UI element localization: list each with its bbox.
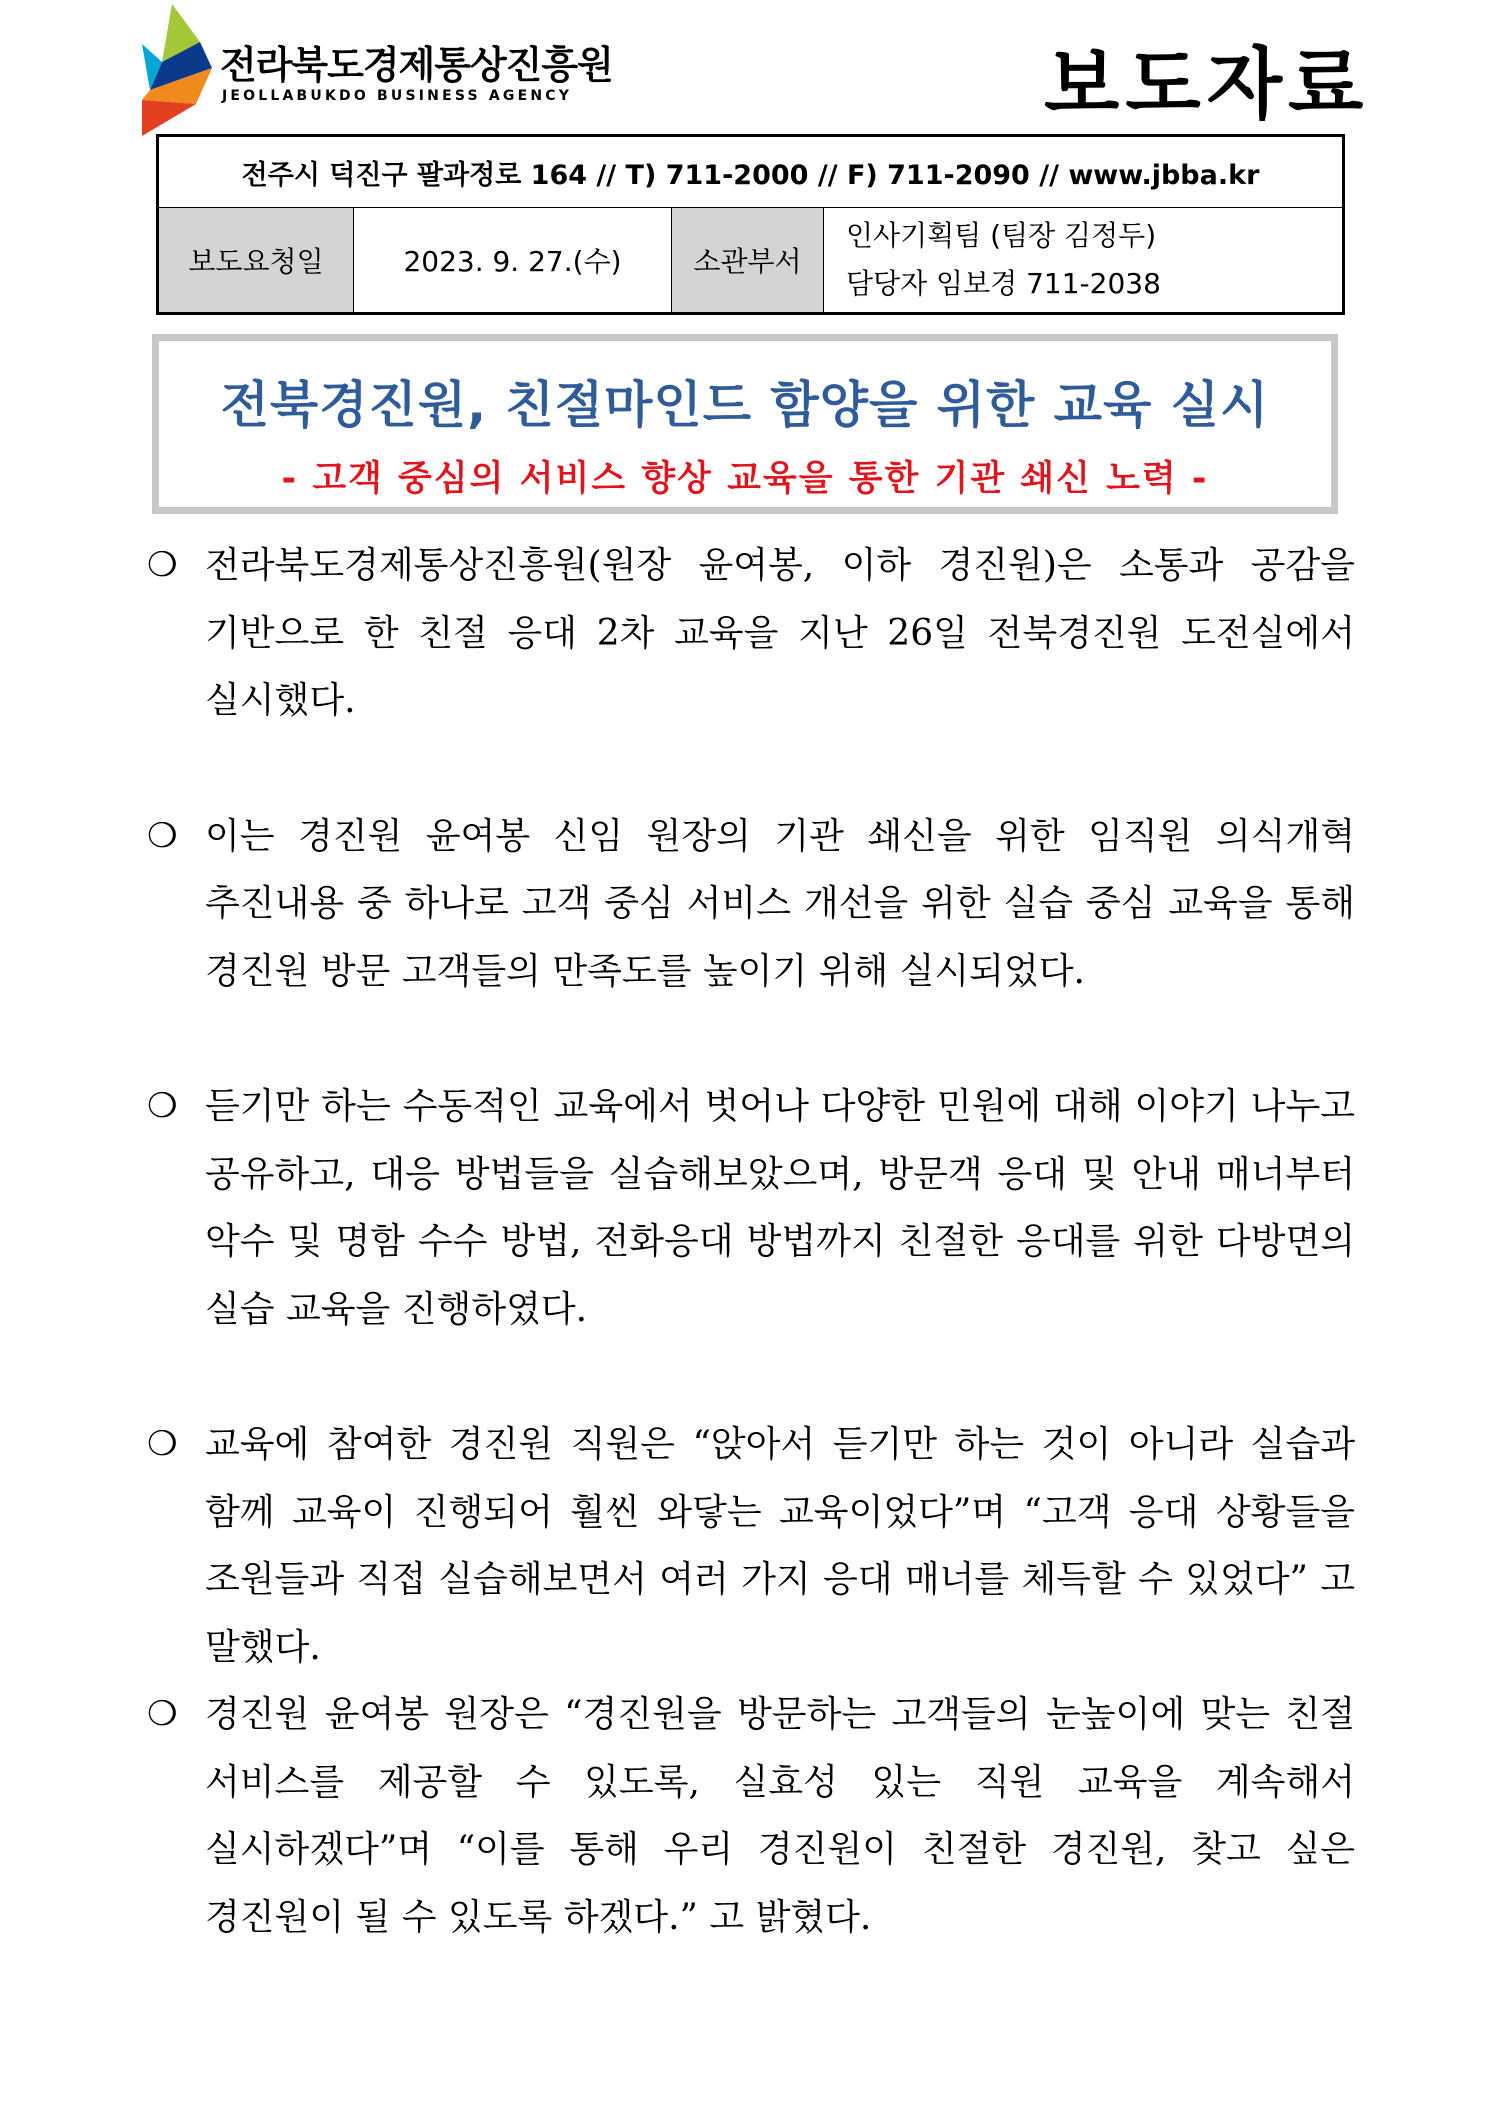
bullet-circle-icon: ❍ — [147, 545, 178, 585]
paragraph — [145, 803, 1355, 1006]
headline-box — [152, 334, 1338, 514]
paragraph — [145, 1073, 1355, 1343]
paragraph-text: 전라북도경제통상진흥원(원장 윤여봉, 이하 경진원)은 소통과 공감을 기반으로 한 친절 응대 2차 교육을 지난 26일 전북경진원 도전실에서 실시했다. — [205, 545, 1355, 721]
paragraph-text: 교육에 참여한 경진원 직원은 “앉아서 듣기만 하는 것이 아니라 실습과 함께 교육이 진행되어 훨씬 와닿는 교육이었다”며 “고객 응대 상황들을 조원들과 직접 실습해보면서 여러 가지 응대 매너를 체득할 수 있었다” 고 말했다. — [205, 1424, 1355, 1668]
agency-logo-icon — [142, 4, 218, 136]
department-team: 인사기획팀 (팀장 김정두) — [846, 219, 1157, 252]
agency-logo — [142, 4, 682, 136]
paragraph-text: 이는 경진원 윤여봉 신임 원장의 기관 쇄신을 위한 임직원 의식개혁 추진내용 중 하나로 고객 중심 서비스 개선을 위한 실습 중심 교육을 통해 경진원 방문 고객들의 만족도를 높이기 위해 실시되었다. — [205, 815, 1355, 992]
paragraph-text: 듣기만 하는 수동적인 교육에서 벗어나 다양한 민원에 대해 이야기 나누고 공유하고, 대응 방법들을 실습해보았으며, 방문객 응대 및 안내 매너부터 악수 및 명함 수수 방법, 전화응대 방법까지 친절한 응대를 위한 다방면의 실습 교육을 진행하였다. — [205, 1086, 1355, 1330]
contact-person: 담당자 임보경 711-2038 — [846, 267, 1161, 300]
request-date-value: 2023. 9. 27.(수) — [354, 208, 672, 314]
article-body — [145, 532, 1355, 1951]
bullet-circle-icon: ❍ — [147, 1424, 178, 1464]
request-date-label: 보도요청일 — [158, 208, 354, 314]
paragraph — [145, 1411, 1355, 1681]
press-info-table — [156, 134, 1345, 315]
headline-subtitle: - 고객 중심의 서비스 향상 교육을 통한 기관 쇄신 노력 - — [281, 459, 1209, 499]
department-label: 소관부서 — [672, 208, 824, 314]
headline-title: 전북경진원, 친절마인드 함양을 위한 교육 실시 — [220, 376, 1270, 434]
org-name-english: JEOLLABUKDO BUSINESS AGENCY — [222, 88, 573, 104]
document-type-title: 보도자료 — [1044, 40, 1370, 130]
department-value — [824, 208, 1344, 314]
bullet-circle-icon: ❍ — [147, 1694, 178, 1734]
paragraph — [145, 1681, 1355, 1951]
contact-address-line: 전주시 덕진구 팔과정로 164 // T) 711-2000 // F) 711-2090 // www.jbba.kr — [158, 136, 1344, 208]
org-name: 전라북도경제통상진흥원 — [220, 43, 613, 87]
paragraph-text: 경진원 윤여봉 원장은 “경진원을 방문하는 고객들의 눈높이에 맞는 친절 서비스를 제공할 수 있도록, 실효성 있는 직원 교육을 계속해서 실시하겠다”며 “이를 통해 우리 경진원이 친절한 경진원, 찾고 싶은 경진원이 될 수 있도록 하겠다.” 고 밝혔다. — [205, 1694, 1355, 1938]
bullet-circle-icon: ❍ — [147, 815, 178, 856]
paragraph — [145, 532, 1355, 735]
bullet-circle-icon: ❍ — [147, 1086, 178, 1126]
